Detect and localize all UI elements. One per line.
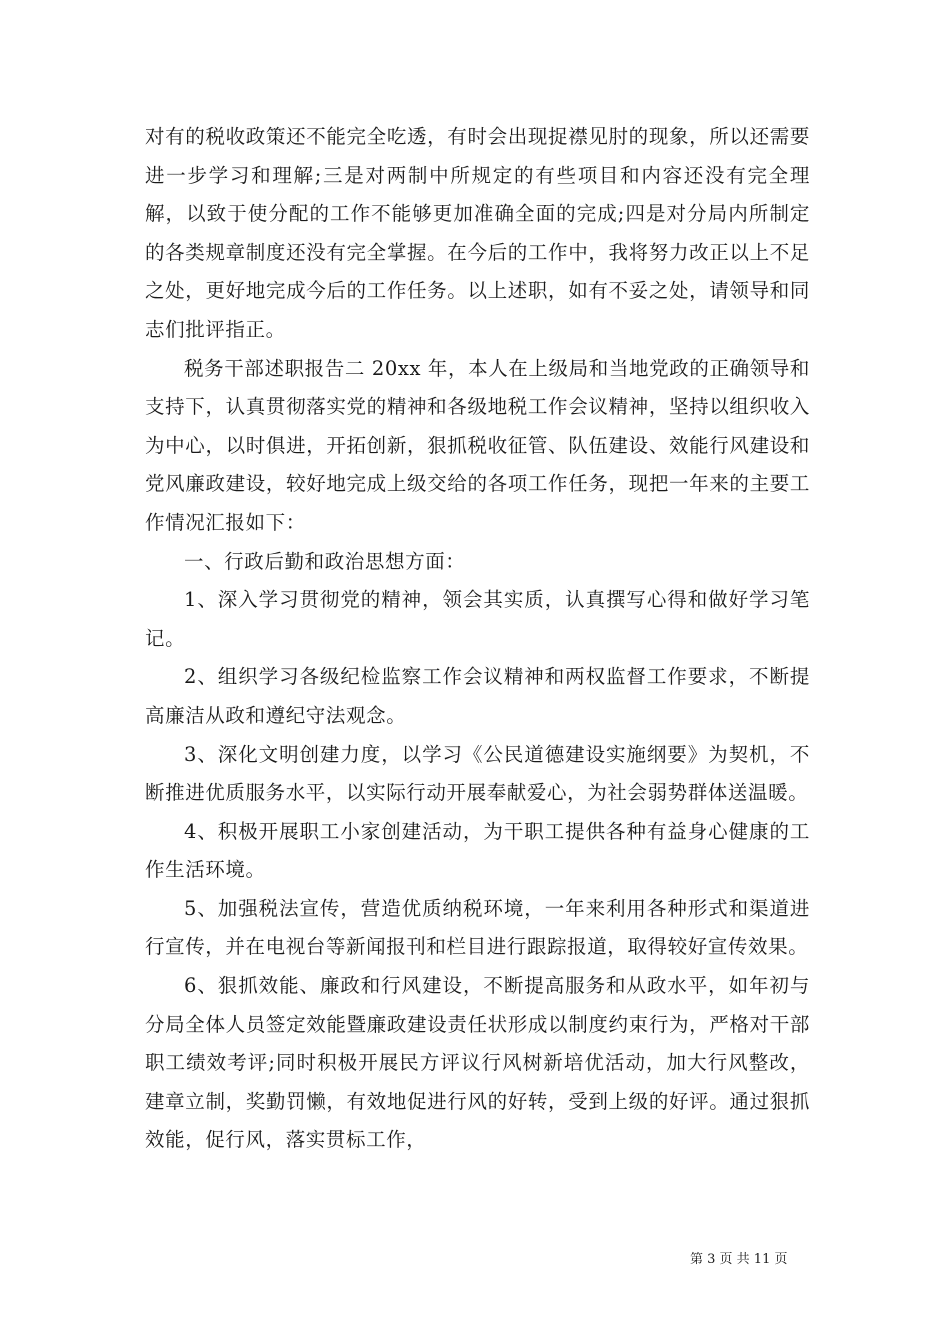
list-item-6: 6、狠抓效能、廉政和行风建设，不断提高服务和从政水平，如年初与分局全体人员签定效能暨廉政建设责任状形成以制度约束行为，严格对干部职工绩效考评;同时积极开展民方评议行风树新培优活动，加大行风整改，建章立制，奖勤罚懒，有效地促进行风的好转，受到上级的好评。通过狠抓效能，促行风，落实贯标工作， [145, 974, 810, 1152]
list-item-2: 2、组织学习各级纪检监察工作会议精神和两权监督工作要求，不断提高廉洁从政和遵纪守法观念。 [145, 665, 810, 727]
paragraph-continued: 对有的税收政策还不能完全吃透，有时会出现捉襟见肘的现象，所以还需要进一步学习和理解;三是对两制中所规定的有些项目和内容还没有完全理解，以致于使分配的工作不能够更加准确全面的完成;四是对分局内所制定的各类规章制度还没有完全掌握。在今后的工作中，我将努力改正以上不足之处，更好地完成今后的工作任务。以上述职，如有不妥之处，请领导和同志们批评指正。 [145, 125, 810, 341]
paragraph-report-intro: 税务干部述职报告二 20xx 年，本人在上级局和当地党政的正确领导和支持下，认真贯彻落实党的精神和各级地税工作会议精神，坚持以组织收入为中心，以时俱进，开拓创新，狠抓税收征管、队伍建设、效能行风建设和党风廉政建设，较好地完成上级交给的各项工作任务，现把一年来的主要工作情况汇报如下： [145, 356, 810, 534]
list-item-4: 4、积极开展职工小家创建活动，为干职工提供各种有益身心健康的工作生活环境。 [145, 819, 810, 882]
list-item-1: 1、深入学习贯彻党的精神，领会其实质，认真撰写心得和做好学习笔记。 [145, 588, 810, 650]
document-body [145, 118, 810, 1160]
page-number-footer: 第 3 页 共 11 页 [690, 1252, 788, 1267]
list-item-5: 5、加强税法宣传，营造优质纳税环境，一年来利用各种形式和渠道进行宣传，并在电视台等新闻报刊和栏目进行跟踪报道，取得较好宣传效果。 [145, 896, 810, 959]
section-heading: 一、行政后勤和政治思想方面： [184, 549, 466, 573]
list-item-3: 3、深化文明创建力度，以学习《公民道德建设实施纲要》为契机，不断推进优质服务水平，以实际行动开展奉献爱心，为社会弱势群体送温暖。 [145, 742, 810, 805]
